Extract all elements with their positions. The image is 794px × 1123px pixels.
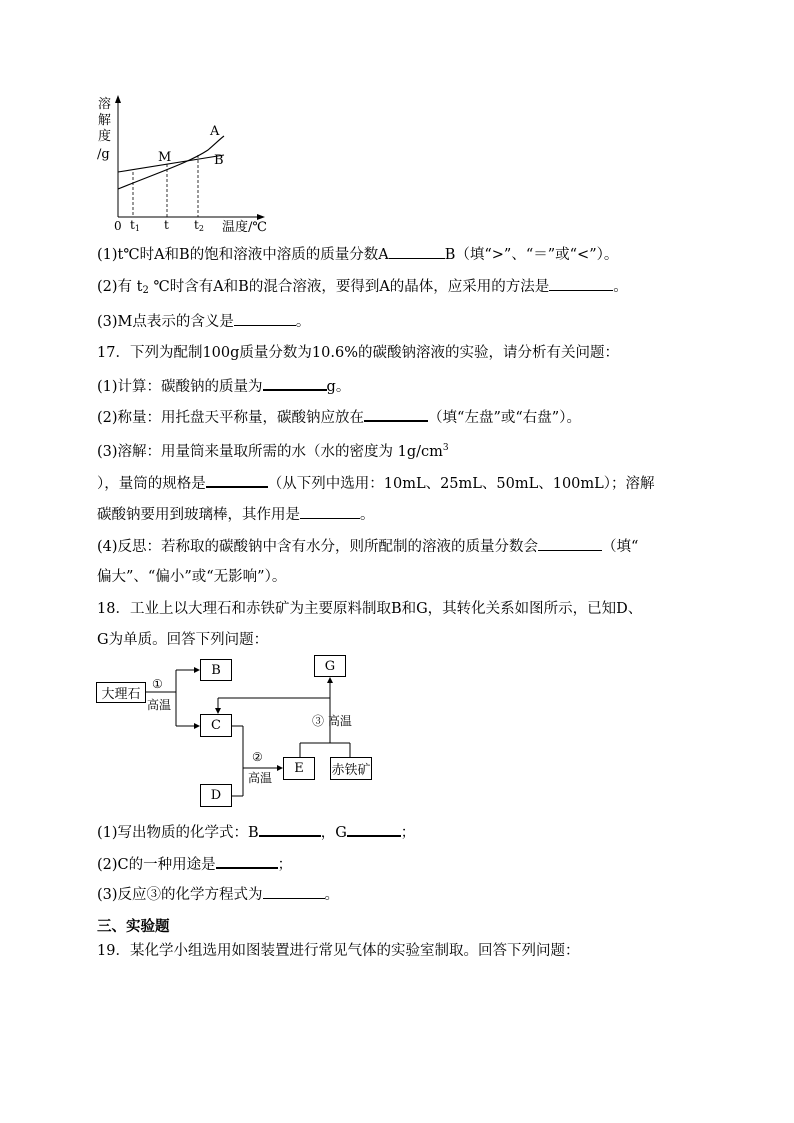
y-label-4: /g [97, 147, 110, 162]
q16-p2-text2: ℃时含有A和B的混合溶液，要得到A的晶体，应采用的方法是 [148, 279, 550, 295]
q16-p3-end: 。 [295, 314, 311, 330]
q17-part3 [97, 438, 449, 462]
step1-label: ① [152, 677, 163, 691]
q16-p3-blank[interactable] [234, 311, 296, 326]
conversion-diagram-lines [90, 655, 390, 815]
q18-p2-blank[interactable] [216, 853, 278, 869]
q18-p1-text: (1)写出物质的化学式：B [97, 825, 259, 841]
q17-stem: 17．下列为配制100g质量分数为10.6%的碳酸钠溶液的实验，请分析有关问题： [97, 345, 619, 361]
q18-stem-1: 18．工业上以大理石和赤铁矿为主要原料制取B和G，其转化关系如图所示，已知D、 [97, 601, 643, 617]
q17-part4 [97, 536, 638, 557]
y-axis-arrow [115, 95, 121, 103]
q17-p2-blank[interactable] [364, 406, 428, 422]
curve-b-label: B [214, 153, 224, 168]
x-axis-label: 温度/℃ [222, 220, 267, 232]
point-m-label: M [158, 150, 172, 165]
q16-part1 [97, 244, 618, 265]
q17-p3-blank2[interactable] [300, 504, 360, 519]
step3-label: ③ 高温 [312, 714, 352, 728]
q17-p3-blank1[interactable] [206, 472, 268, 488]
q17-part3-cont [97, 472, 655, 494]
step2-cond: 高温 [248, 771, 273, 785]
q17-part2 [97, 406, 581, 428]
q16-p2-end: 。 [613, 279, 628, 295]
q19-stem: 19．某化学小组选用如图装置进行常见气体的实验室制取。回答下列问题： [97, 943, 580, 959]
q18-p3-end: 。 [324, 887, 340, 903]
q18-p3-text: (3)反应③的化学方程式为 [97, 887, 263, 903]
q17-p3-text: (3)溶解：用量筒来量取所需的水（水的密度为 1g/cm [97, 444, 443, 460]
q17-p1-blank[interactable] [263, 375, 327, 391]
step2-label: ② [252, 750, 263, 764]
box-hematite: 赤铁矿 [330, 757, 372, 780]
q18-part2 [97, 853, 292, 875]
q18-p3-blank[interactable] [263, 884, 325, 899]
q18-part1 [97, 821, 415, 843]
conversion-diagram [90, 655, 390, 815]
q16-p2-text: (2)有 t [97, 279, 143, 295]
q18-stem-2: G为单质。回答下列问题： [97, 632, 269, 648]
q17-part3-cont2 [97, 504, 375, 525]
q16-p1-tail: B（填“>”、“＝”或“<”）。 [444, 247, 619, 263]
q16-p2-sub: 2 [142, 285, 149, 296]
q18-p2-end: ； [277, 857, 293, 873]
tick-t2: t2 [194, 218, 204, 232]
q17-p3-text4: 碳酸钠要用到玻璃棒，其作用是 [97, 507, 300, 523]
q16-part2 [97, 276, 628, 301]
arrow-to-g [327, 677, 333, 683]
q17-p4-blank[interactable] [538, 536, 602, 551]
q17-p3-text2: ），量筒的规格是 [97, 476, 206, 492]
step1-cond: 高温 [147, 698, 172, 712]
q17-p2-tail: （填“左盘”或“右盘”）。 [428, 410, 581, 426]
q16-p1-text: (1)t℃时A和B的饱和溶液中溶质的质量分数A [97, 247, 389, 263]
q17-p1-text: (1)计算：碳酸钠的质量为 [97, 379, 263, 395]
box-g: G [314, 655, 346, 677]
curve-a-label: A [210, 124, 220, 139]
box-e: E [283, 757, 315, 780]
box-c: C [200, 714, 232, 737]
q16-p3-text: (3)M点表示的含义是 [97, 314, 234, 330]
q18-p1-blank-g[interactable] [347, 821, 401, 837]
origin-label: 0 [114, 219, 122, 232]
q16-p2-blank[interactable] [549, 276, 613, 291]
q17-part4-cont: 偏大”、“偏小”或“无影响”）。 [97, 569, 287, 585]
y-label-2: 解 [98, 113, 112, 128]
q18-p1-text2: ，G [320, 825, 347, 841]
box-d: D [200, 784, 232, 807]
q17-p4-tail: （填“ [602, 539, 639, 555]
q17-p3-sup: 3 [442, 443, 449, 453]
q17-p3-text3: （从下列中选用：10mL、25mL、50mL、100mL）；溶解 [267, 476, 655, 492]
q16-part3 [97, 311, 310, 332]
q17-p1-tail: g。 [326, 379, 351, 395]
q17-p3-end: 。 [360, 507, 375, 523]
solubility-graph [90, 92, 290, 232]
box-b: B [200, 659, 232, 681]
q17-p4-text: (4)反思：若称取的碳酸钠中含有水分，则所配制的溶液的质量分数会 [97, 539, 539, 555]
section-title: 三、实验题 [97, 919, 170, 935]
q18-part3 [97, 884, 339, 905]
tick-t1: t1 [130, 218, 140, 232]
q16-p1-blank[interactable] [389, 244, 445, 259]
y-label-1: 溶 [98, 97, 112, 112]
q17-part1 [97, 375, 350, 397]
box-marble: 大理石 [96, 682, 146, 703]
q17-p2-text: (2)称量：用托盘天平称量，碳酸钠应放在 [97, 410, 365, 426]
q18-p1-end: ； [400, 825, 416, 841]
y-label-3: 度 [98, 129, 112, 144]
tick-t: t [164, 218, 169, 232]
q18-p1-blank-b[interactable] [259, 821, 321, 837]
q18-p2-text: (2)C的一种用途是 [97, 857, 216, 873]
